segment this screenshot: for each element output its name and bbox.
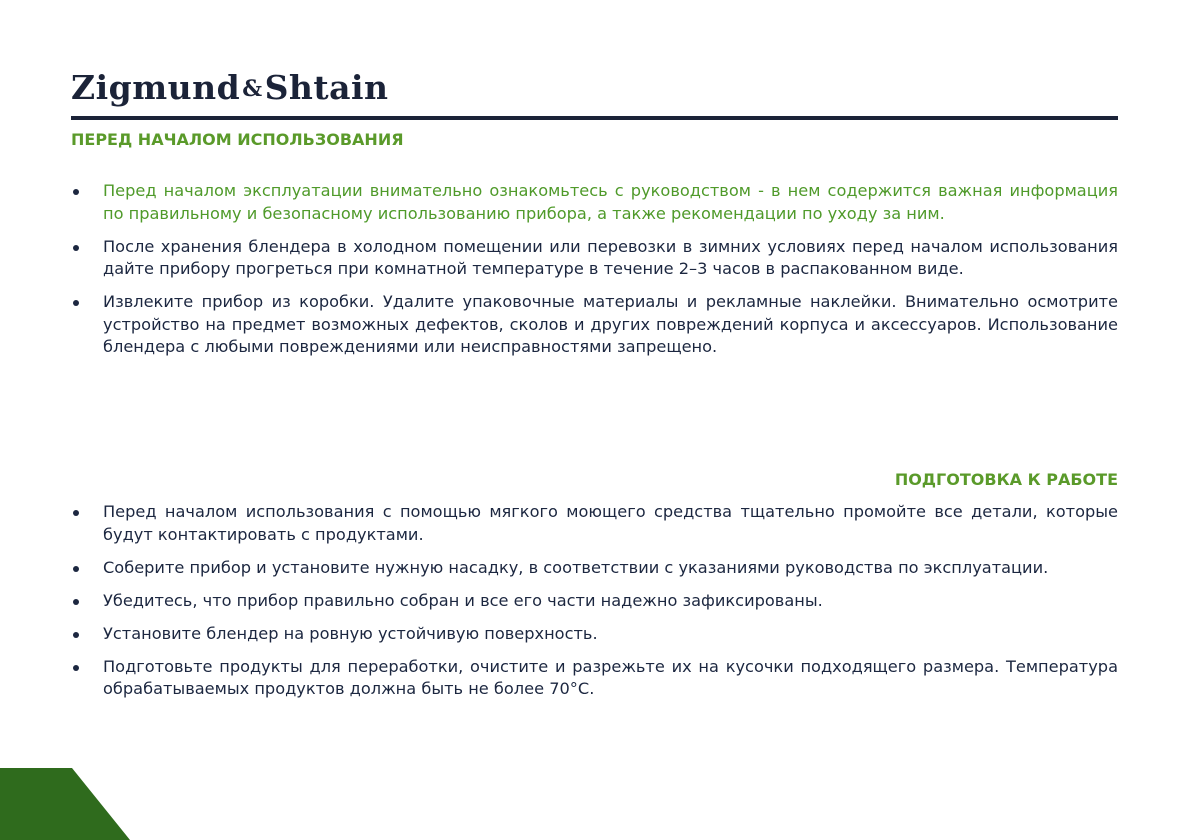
list-item-text: Извлеките прибор из коробки. Удалите упаковочные материалы и рекламные наклейки. Внимательно осмотрите устройство на предмет возможных дефектов, сколов и других повреждений корпуса и аксессуаров. Использование блендера с любыми повреждениями или неисправностями запрещено. [103,292,1118,356]
bullet-dot-icon [73,665,79,671]
list-item-text: Установите блендер на ровную устойчивую поверхность. [103,623,598,643]
logo-word-zigmund: Zigmund [71,68,241,107]
section-title-before-use: ПЕРЕД НАЧАЛОМ ИСПОЛЬЗОВАНИЯ [71,130,404,149]
logo-word-shtain: Shtain [264,68,389,107]
list-item-text: Подготовьте продукты для переработки, очистите и разрежьте их на кусочки подходящего размера. Температура обрабатываемых продуктов должна быть не более 70°C. [103,656,1118,698]
brand-logo [71,68,389,109]
list-item [71,623,1118,646]
bullet-dot-icon [73,189,79,195]
bullet-dot-icon [73,300,79,306]
header-divider [71,116,1118,120]
section-title-preparation: ПОДГОТОВКА К РАБОТЕ [894,470,1118,489]
logo-ampersand: & [242,76,263,102]
list-item [71,236,1118,281]
bullet-dot-icon [73,245,79,251]
list-item [71,501,1118,546]
list-item-text: Убедитесь, что прибор правильно собран и все его части надежно зафиксированы. [103,590,823,610]
list-item-text: Перед началом эксплуатации внимательно ознакомьтесь с руководством - в нем содержится важная информация по правильному и безопасному использованию прибора, а также рекомендации по уходу за ним. [103,181,1118,223]
bullet-dot-icon [73,632,79,638]
bullet-dot-icon [73,510,79,516]
list-item [71,557,1118,580]
bullet-dot-icon [73,566,79,572]
list-item [71,291,1118,359]
list-item [71,656,1118,701]
list-item-text: Перед началом использования с помощью мягкого моющего средства тщательно промойте все детали, которые будут контактировать с продуктами. [103,502,1118,544]
corner-triangle-decoration [0,768,130,840]
list-item-text: Соберите прибор и установите нужную насадку, в соответствии с указаниями руководства по эксплуатации. [103,557,1049,577]
list-item [71,590,1118,613]
preparation-list [71,501,1118,711]
list-item-text: После хранения блендера в холодном помещении или перевозки в зимних условиях перед началом использования дайте прибору прогреться при комнатной температуре в течение 2–3 часов в распакованном виде. [103,236,1118,278]
bullet-dot-icon [73,599,79,605]
list-item [71,180,1118,225]
before-use-list [71,180,1118,369]
